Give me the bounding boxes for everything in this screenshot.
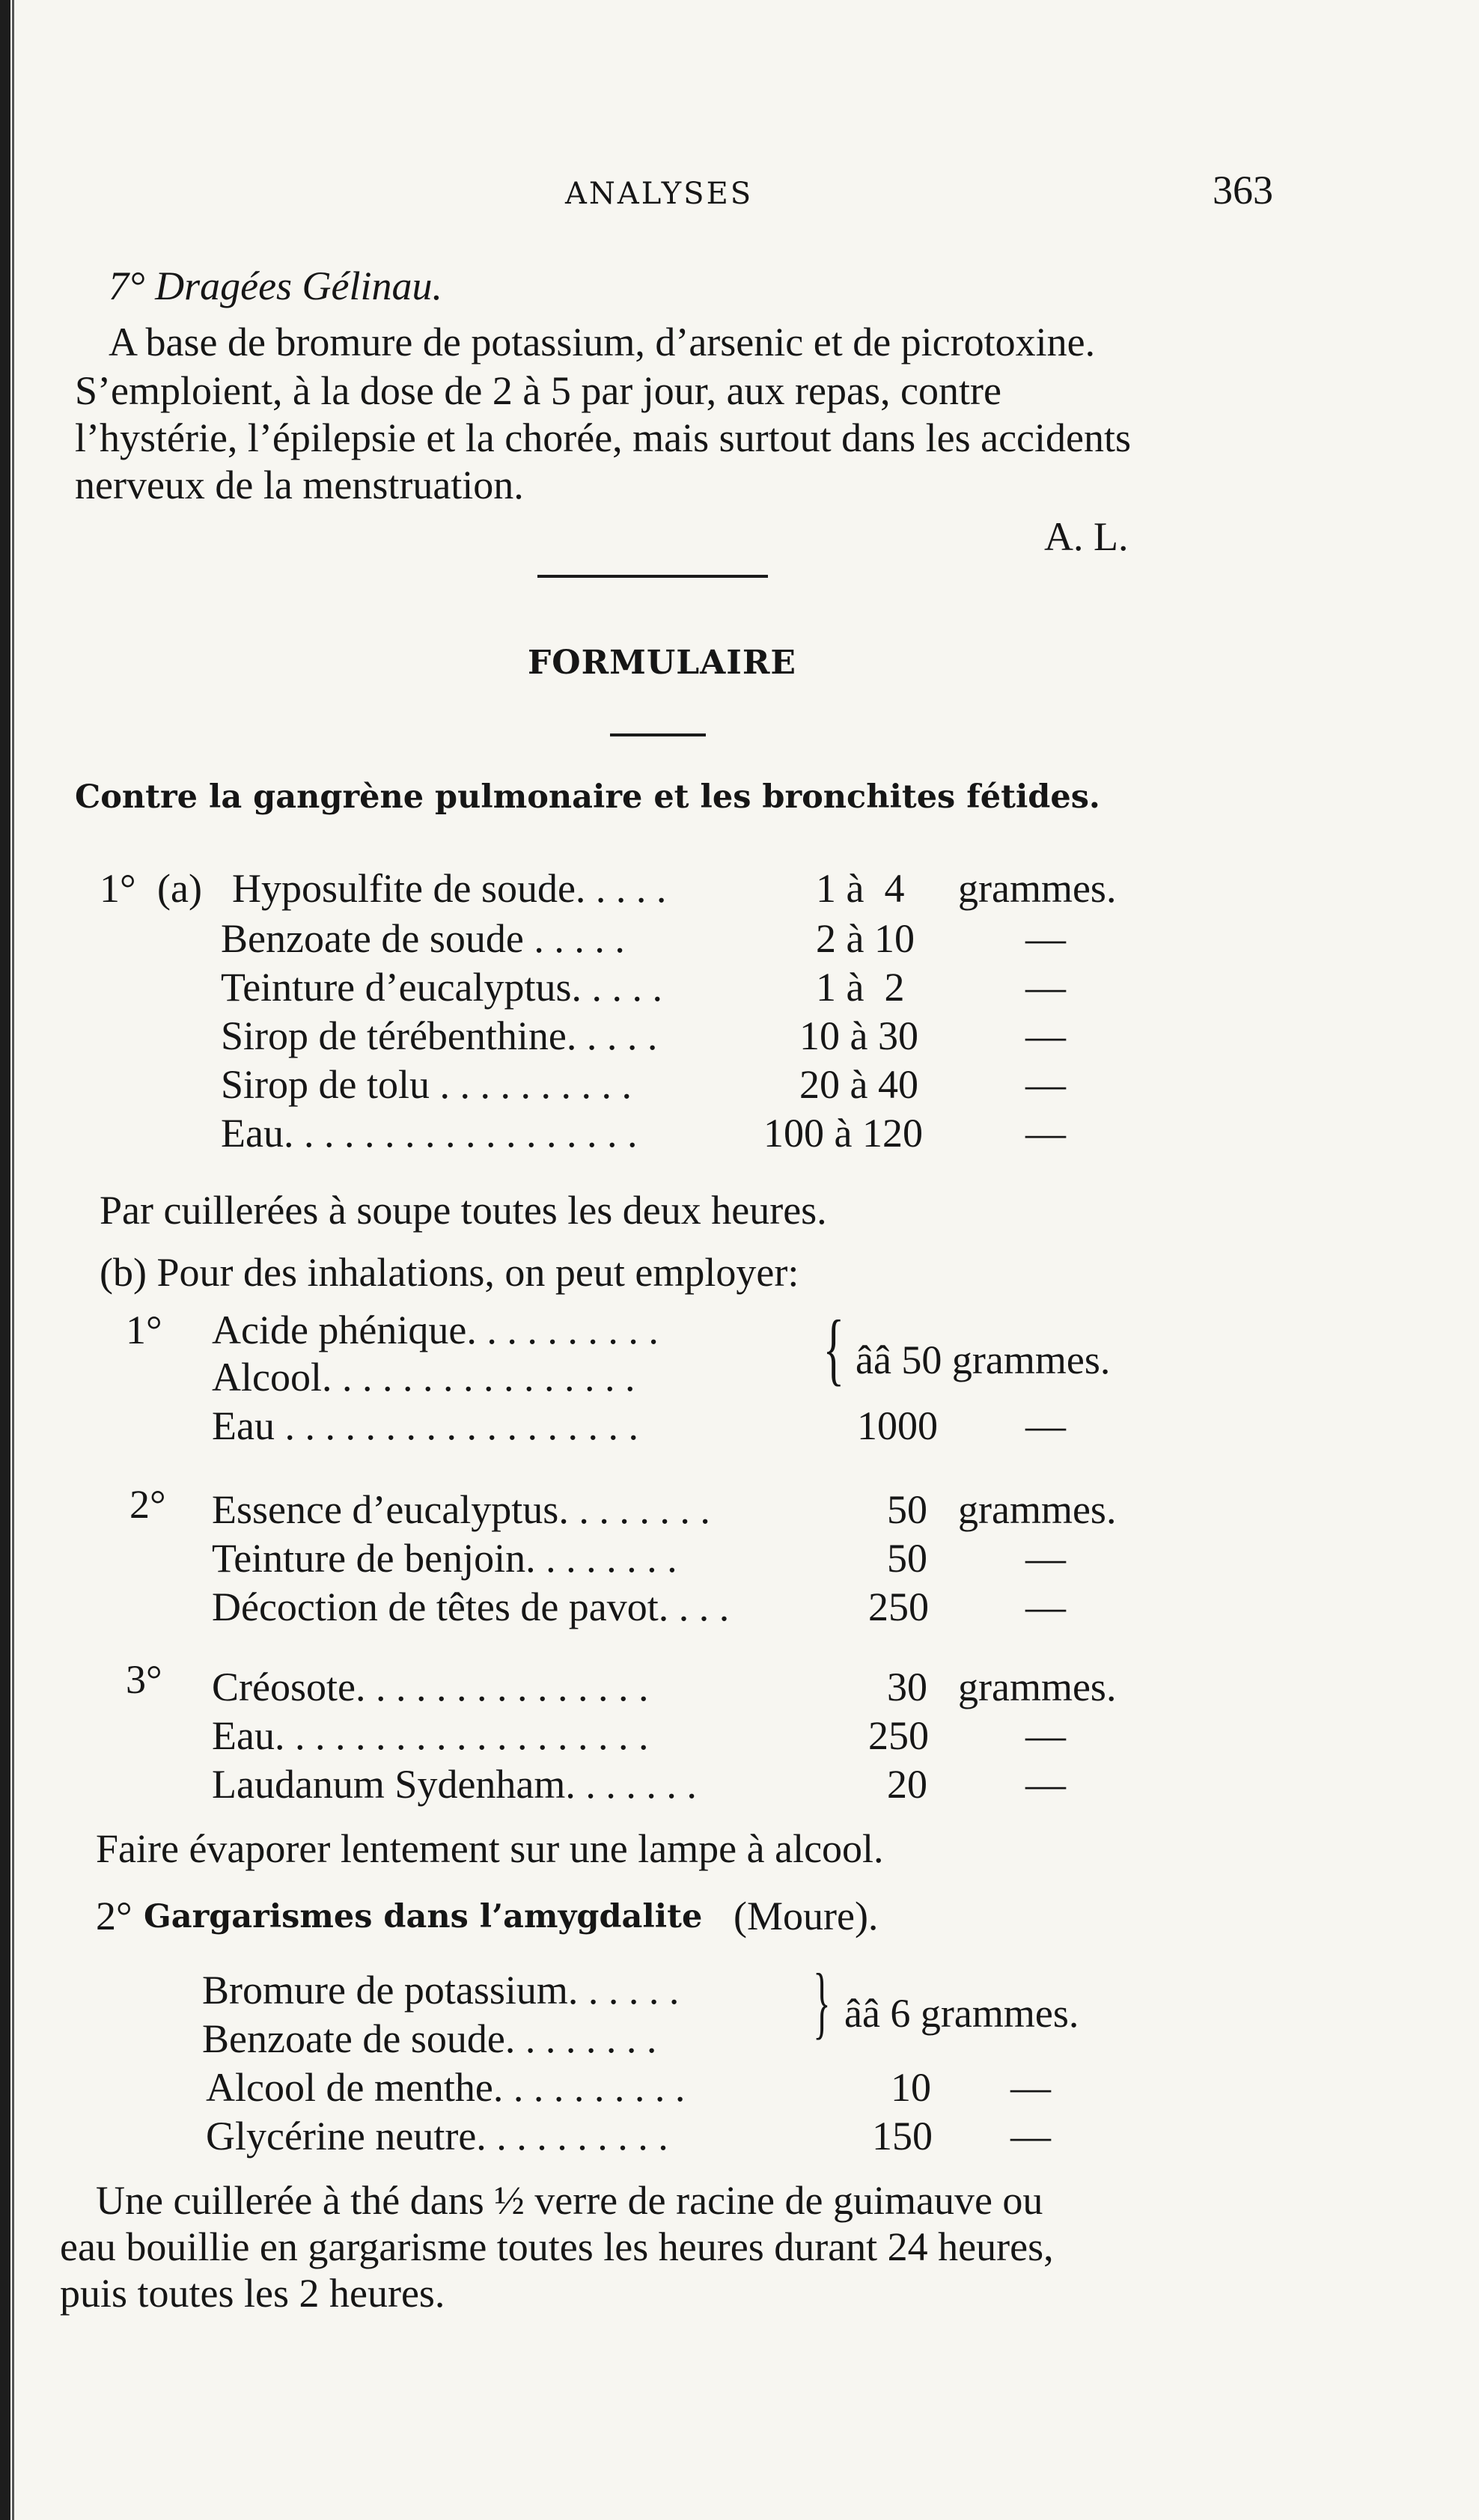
ingredient-unit: —: [1025, 1762, 1066, 1807]
ingredient-unit: —: [1025, 1713, 1066, 1758]
brace-quantity: ââ 6 grammes.: [844, 1991, 1079, 2036]
inhalation-intro: (b) Pour des inhalations, on peut employer:: [100, 1250, 799, 1295]
ingredient-unit: —: [1025, 1584, 1066, 1629]
ingredient-qty: 1 à 4: [816, 866, 905, 911]
ingredient-unit: grammes.: [958, 1665, 1117, 1709]
ingredient-name: Alcool de menthe. . . . . . . . . .: [206, 2065, 686, 2110]
running-title: ANALYSES: [565, 177, 754, 211]
book-spine-edge-shadow: [12, 0, 14, 2520]
ingredient-name: Eau . . . . . . . . . . . . . . . . . .: [212, 1403, 638, 1448]
ingredient-name: Benzoate de soude . . . . .: [221, 916, 625, 961]
ingredient-qty: 20: [887, 1762, 927, 1807]
section2-author: (Moure).: [734, 1894, 879, 1938]
ingredient-name: Eau. . . . . . . . . . . . . . . . . .: [221, 1111, 638, 1156]
ingredient-name: Laudanum Sydenham. . . . . . .: [212, 1762, 697, 1807]
ingredient-unit: —: [1025, 1013, 1066, 1058]
dragees-line-4: nerveux de la menstruation.: [75, 463, 524, 507]
inhalation-number: 1°: [126, 1308, 162, 1352]
ingredient-qty: 50: [887, 1536, 927, 1581]
brace-quantity: ââ 50 grammes.: [856, 1337, 1111, 1382]
book-spine-edge: [0, 0, 10, 2520]
inhalation-number: 2°: [129, 1482, 166, 1527]
ingredient-name: Eau. . . . . . . . . . . . . . . . . . .: [212, 1713, 649, 1758]
ingredient-qty: 10 à 30: [799, 1013, 918, 1058]
ingredient-name: Acide phénique. . . . . . . . . .: [212, 1308, 659, 1352]
ingredient-qty: 1000: [857, 1403, 938, 1448]
section1-heading: Contre la gangrène pulmonaire et les bronchites fétides.: [75, 778, 1100, 816]
ingredient-unit: —: [1025, 1111, 1066, 1156]
inhalation-number: 3°: [126, 1657, 162, 1702]
ingredient-name: Alcool. . . . . . . . . . . . . . . .: [212, 1355, 635, 1400]
ingredient-qty: 2 à 10: [816, 916, 915, 961]
brace-icon: {: [823, 1305, 845, 1394]
recipe-a-sub: (a): [157, 866, 202, 911]
ingredient-unit: grammes.: [958, 1487, 1117, 1532]
ingredient-qty: 250: [868, 1713, 929, 1758]
ingredient-qty: 20 à 40: [799, 1062, 918, 1107]
ingredient-name: Teinture d’eucalyptus. . . . .: [221, 965, 663, 1010]
ingredient-unit: —: [1010, 2065, 1051, 2110]
ingredient-name: Créosote. . . . . . . . . . . . . . .: [212, 1665, 649, 1709]
ingredient-unit: grammes.: [958, 866, 1117, 911]
ingredient-unit: —: [1025, 1403, 1066, 1448]
ingredient-name: Hyposulfite de soude. . . . .: [232, 866, 667, 911]
dragees-line-3: l’hystérie, l’épilepsie et la chorée, mais surtout dans les accidents: [75, 415, 1132, 460]
ingredient-name: Décoction de têtes de pavot. . . .: [212, 1584, 730, 1629]
ingredient-name: Teinture de benjoin. . . . . . . .: [212, 1536, 677, 1581]
section2-number: 2°: [96, 1894, 132, 1938]
ingredient-qty: 10: [891, 2065, 931, 2110]
recipe-a-number: 1°: [100, 866, 136, 911]
ingredient-unit: —: [1025, 1536, 1066, 1581]
separator-rule: [537, 575, 768, 578]
ingredient-name: Sirop de térébenthine. . . . .: [221, 1013, 658, 1058]
gargle-note-line-3: puis toutes les 2 heures.: [60, 2271, 445, 2316]
ingredient-unit: —: [1025, 1062, 1066, 1107]
ingredient-qty: 150: [872, 2114, 933, 2159]
dragees-line-2: S’emploient, à la dose de 2 à 5 par jour, aux repas, contre: [75, 368, 1001, 413]
gargle-note-line-1: Une cuillerée à thé dans ½ verre de racine de guimauve ou: [96, 2178, 1043, 2223]
ingredient-name: Bromure de potassium. . . . . .: [202, 1968, 680, 2013]
ingredient-unit: —: [1025, 965, 1066, 1010]
ingredient-name: Sirop de tolu . . . . . . . . . .: [221, 1062, 632, 1107]
evaporation-note: Faire évaporer lentement sur une lampe à alcool.: [96, 1826, 884, 1871]
ingredient-qty: 250: [868, 1584, 929, 1629]
ingredient-unit: —: [1025, 916, 1066, 961]
section2-heading: Gargarismes dans l’amygdalite: [144, 1898, 703, 1935]
ingredient-unit: —: [1010, 2114, 1051, 2159]
short-rule: [610, 733, 706, 736]
ingredient-qty: 1 à 2: [816, 965, 905, 1010]
page-number: 363: [1213, 168, 1273, 213]
ingredient-name: Glycérine neutre. . . . . . . . . .: [206, 2114, 668, 2159]
gargle-note-line-2: eau bouillie en gargarisme toutes les heures durant 24 heures,: [60, 2224, 1054, 2269]
ingredient-name: Essence d’eucalyptus. . . . . . . .: [212, 1487, 710, 1532]
brace-icon: }: [813, 1958, 831, 2047]
ingredient-name: Benzoate de soude. . . . . . . .: [202, 2016, 657, 2061]
author-signature: A. L.: [1044, 514, 1129, 559]
ingredient-qty: 50: [887, 1487, 927, 1532]
usage-note: Par cuillerées à soupe toutes les deux heures.: [100, 1188, 827, 1233]
ingredient-qty: 100 à 120: [763, 1111, 923, 1156]
ingredient-qty: 30: [887, 1665, 927, 1709]
dragees-line-1: A base de bromure de potassium, d’arsenic et de picrotoxine.: [109, 320, 1096, 364]
section-title-formulaire: FORMULAIRE: [528, 644, 796, 682]
dragees-title: 7° Dragées Gélinau.: [109, 263, 443, 308]
